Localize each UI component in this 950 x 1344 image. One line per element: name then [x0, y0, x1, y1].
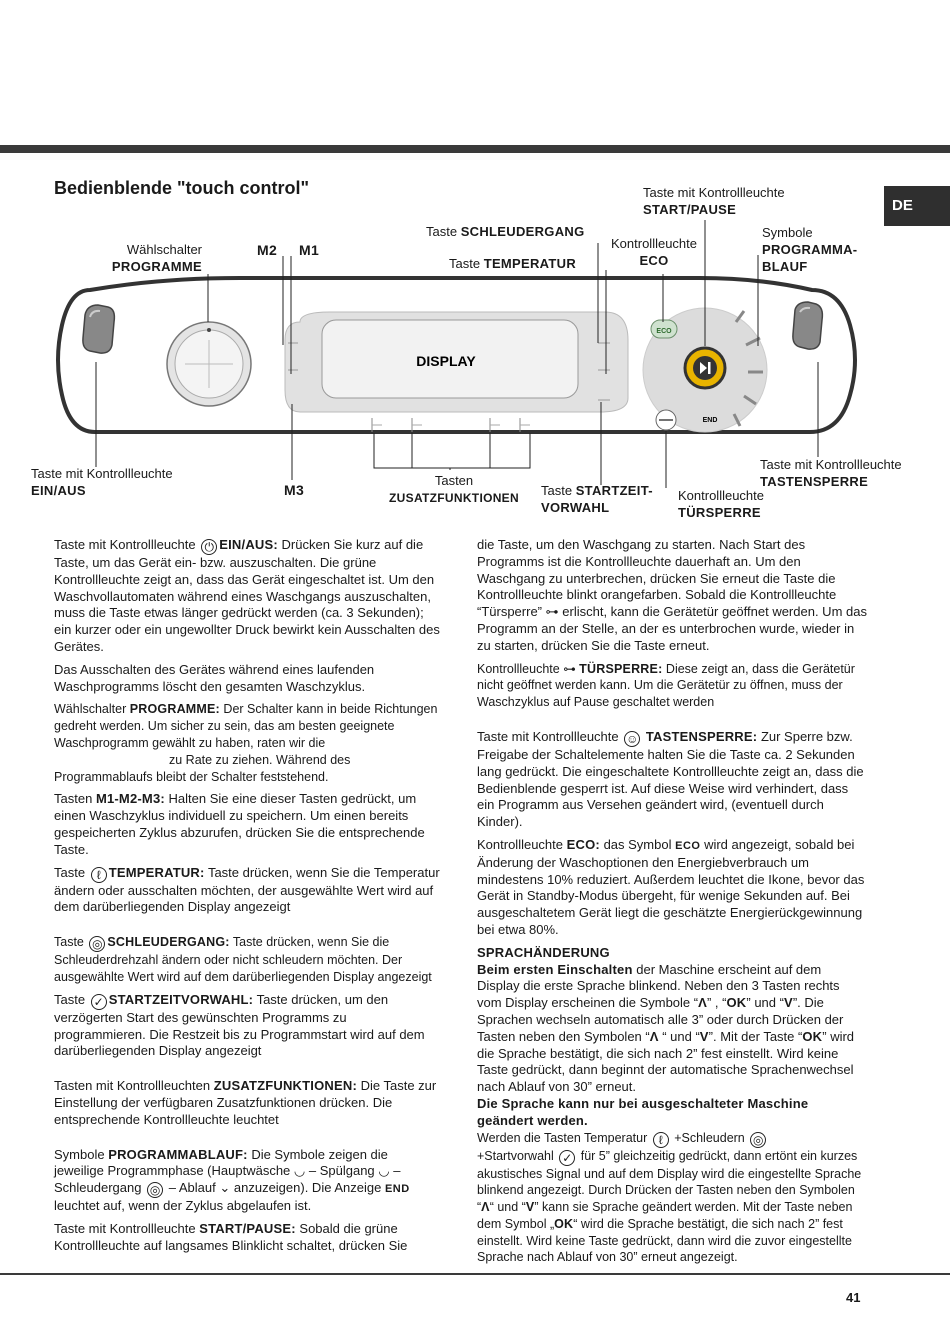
para-ausschalten: Das Ausschalten des Gerätes während eines laufenden Waschprogramms löscht den gesamten Waschzyklus.	[54, 661, 375, 694]
para-sprache-3: Werden die Tasten Temperatur ℓ +Schleudern ◎ +Startvorwahl ✓ für 5” gleichzeitig gedrückt, dann ertönt ein kurzes akustisches Signal und auf dem Display wird die eingestellte Sprache blinkend angezeigt. Durch Drücken der Tasten neben den Symbolen “Λ“ und “V” kann sie Sprache geändert werden. Mit der Taste neben dem Symbol „OK“ wird die Sprache bestätigt, die sich nach 2” fest einstellt. Wird keine Taste gedrückt, dann wird die zuvor eingestellte Sprache nach Ablauf von 30” erneut angezeigt.	[477, 1130, 862, 1265]
para-startzeitvorwahl: Taste ✓ STARTZEITVORWAHL: Taste drücken, um den verzögerten Start des gewünschten Programms zu programmieren. Die Restzeit bis zu Programmstart wird auf dem darüberliegenden Display angezeigt	[54, 991, 425, 1059]
spin-icon-2: ◎	[750, 1132, 766, 1148]
spin-icon: ◎	[89, 936, 105, 952]
label-schleudergang: Taste SCHLEUDERGANG	[426, 224, 585, 239]
label-m2: M2	[257, 242, 278, 258]
bottom-rule	[0, 1273, 950, 1275]
label-tastensperre: Taste mit Kontrollleuchte TASTENSPERRE	[760, 457, 902, 489]
temperature-icon: ℓ	[91, 867, 107, 883]
label-m1: M1	[299, 242, 320, 258]
wash-icon: ◡	[293, 1163, 306, 1179]
drain-icon: ⌄	[219, 1180, 231, 1196]
language-tab: DE	[884, 186, 950, 226]
para-m-buttons: Tasten M1-M2-M3: Halten Sie eine dieser Tasten gedrückt, um einen Waschzyklus individuell zu speichern. Um einen bereits gespeicherten Zyklus abzurufen, drücken Sie die entsprechende Taste.	[54, 791, 425, 857]
program-dial[interactable]	[167, 322, 251, 406]
label-start-pause: Taste mit Kontrollleuchte START/PAUSE	[643, 185, 785, 217]
spin-phase-icon: ◎	[147, 1182, 163, 1198]
para-start-pause: Taste mit Kontrollleuchte START/PAUSE: Sobald die grüne Kontrollleuchte auf langsames Blinklicht schaltet, drücken Sie	[54, 1220, 408, 1253]
heading-sprachaenderung: SPRACHÄNDERUNG	[477, 944, 610, 960]
rinse-icon: ◡	[378, 1163, 390, 1179]
end-label: END	[702, 417, 718, 424]
on-off-button[interactable]	[83, 305, 115, 353]
left-column	[54, 537, 440, 1261]
label-symbole: Symbole PROGRAMMA- BLAUF	[762, 225, 858, 274]
para-tastensperre: Taste mit Kontrollleuchte ☺ TASTENSPERRE: Zur Sperre bzw. Freigabe der Schaltelemente halten Sie die Taste ca. 2 Sekunden lang gedrückt. Die eingeschaltete Kontrollleuchte zeigt an, dass die Bedienblende gesperrt ist. Auf diese Weise wird verhindert, dass ein Programm aus Versehen geändert wird, (eventuell durch Kinder).	[477, 728, 864, 830]
power-icon: ⏻	[201, 539, 217, 555]
para-programme: Wählschalter PROGRAMME: Der Schalter kann in beide Richtungen gedreht werden. Um sicher zu sein, das am besten geeignete Waschprogramm gewählt zu haben, raten wir die zu Rate zu ziehen. Während des Programmablaufs bleibt der Schalter feststehend.	[54, 702, 438, 784]
para-eco: Kontrollleuchte ECO: das Symbol ECO wird angezeigt, sobald bei Änderung der Waschoptionen den Energiebverbrauch um mindestens 10% reduziert. Außerdem leuchtet die Ikone, bevor das Gerät in Standby-Modus übergeht, für wenige Sekunden auf. Bei ausgeschaltetem Gerät liegt die geschätzte Energierückgewinnung bei etwa 80%.	[477, 836, 865, 937]
para-ein-aus: Taste mit Kontrollleuchte ⏻ EIN/AUS: Drücken Sie kurz auf die Taste, um das Gerät ein- bzw. auszuschalten. Die grüne Kontrollleuchte zeigt an, dass das Gerät eingeschaltet ist. Um den Waschvollautomaten während eines Waschgangs auszuschalten, muss die Taste etwas länger gedrückt werden (ca. 3 Sekunden); ein kurzer oder ein ungewollter Druck bewirkt kein Ausschalten des Gerätes.	[54, 537, 440, 654]
door-key-icon: ⊶	[563, 661, 576, 676]
para-temperatur: Taste ℓ TEMPERATUR: Taste drücken, wenn Sie die Temperatur ändern oder ausschalten möchten, der ausgewählte Wert wird auf dem darüberliegenden Display angezeigt	[54, 864, 440, 915]
eco-icon-text: ECO	[656, 328, 672, 335]
right-column	[477, 537, 867, 1272]
label-zusatzfunktionen: Tasten ZUSATZFUNKTIONEN	[389, 473, 519, 505]
section-title: Bedienblende "touch control"	[54, 178, 310, 198]
delay-timer-icon: ✓	[91, 994, 107, 1010]
para-schleudergang: Taste ◎ SCHLEUDERGANG: Taste drücken, wenn Sie die Schleuderdrehzahl ändern oder nicht schleudern möchten. Der ausgewählte Wert wird auf dem darüberliegenden Display angezeigt	[54, 935, 432, 984]
delay-timer-icon-2: ✓	[559, 1150, 575, 1166]
temperature-icon-2: ℓ	[653, 1132, 669, 1148]
label-temperatur: Taste TEMPERATUR	[449, 256, 577, 271]
para-sprache-1: Beim ersten Einschalten der Maschine erscheint auf dem Display die erste Sprache blinkend. Neben den 3 Tasten rechts vom Display erscheinen die Symbole “Λ” , “OK” und “V”. Die Sprachen wechseln automatisch alle 3” oder durch Drücken der Tasten neben den Symbolen “Λ “ und “V”. Mit der Taste “OK” wird die Sprache bestätigt, die sich nach 2” fest einstellt. Wird keine Taste gedrückt, dann beginnt der automatische Sprachenwechsel nach Ablauf von 30” erneut.	[477, 961, 855, 1095]
para-tuersperre: Kontrollleuchte ⊶ TÜRSPERRE: Diese zeigt an, dass die Gerätetür nicht geöffnet werden kann. Um die Gerätetür zu öffnen, muss der Waschzyklus auf Pause geschaltet werden	[477, 661, 855, 710]
display-label: DISPLAY	[416, 353, 476, 369]
label-tuersperre: Kontrollleuchte TÜRSPERRE	[678, 488, 764, 520]
label-startzeit: Taste STARTZEIT- VORWAHL	[541, 483, 653, 515]
label-waehlschalter: Wählschalter PROGRAMME	[111, 242, 202, 274]
para-zusatzfunktionen: Tasten mit Kontrollleuchten ZUSATZFUNKTIONEN: Die Taste zur Einstellung der verfügbaren Zusatzfunktionen drücken. Die entsprechende Kontrollleuchte leuchtet	[54, 1078, 437, 1127]
page-number: 41	[846, 1290, 861, 1305]
label-m3: M3	[284, 482, 305, 498]
key-icon: ⊶	[545, 604, 559, 620]
para-sprache-2: Die Sprache kann nur bei ausgeschalteter Maschine geändert werden.	[477, 1095, 809, 1128]
key-lock-button[interactable]	[793, 302, 823, 349]
para-start-continued: die Taste, um den Waschgang zu starten. Nach Start des Programms ist die Kontrollleuchte dauerhaft an. Um den Waschgang zu unterbrechen, drücken Sie erneut die Taste die Kontrollleuchte blinkt orangefarben. Sobald die Kontrollleuchte “Türsperre” ⊶ erlischt, kann die Gerätetür geöffnet werden. Um das Programm an der Stelle, an der es unterbrochen wurde, wieder in zu starten, drücken Sie die Taste erneut.	[477, 537, 867, 653]
start-pause-button[interactable]	[685, 348, 725, 388]
para-programmablauf: Symbole PROGRAMMABLAUF: Die Symbole zeigen die jeweilige Programmphase (Hauptwäsche ◡ – Spülgang ◡ – Schleudergang ◎ – Ablauf ⌄ anzuzeigen). Die Anzeige END leuchtet auf, wenn der Zyklus abgelaufen ist.	[54, 1146, 410, 1214]
label-ein-aus: Taste mit Kontrollleuchte EIN/AUS	[31, 466, 173, 498]
child-lock-icon: ☺	[626, 731, 639, 746]
label-eco: Kontrollleuchte ECO	[611, 236, 697, 268]
